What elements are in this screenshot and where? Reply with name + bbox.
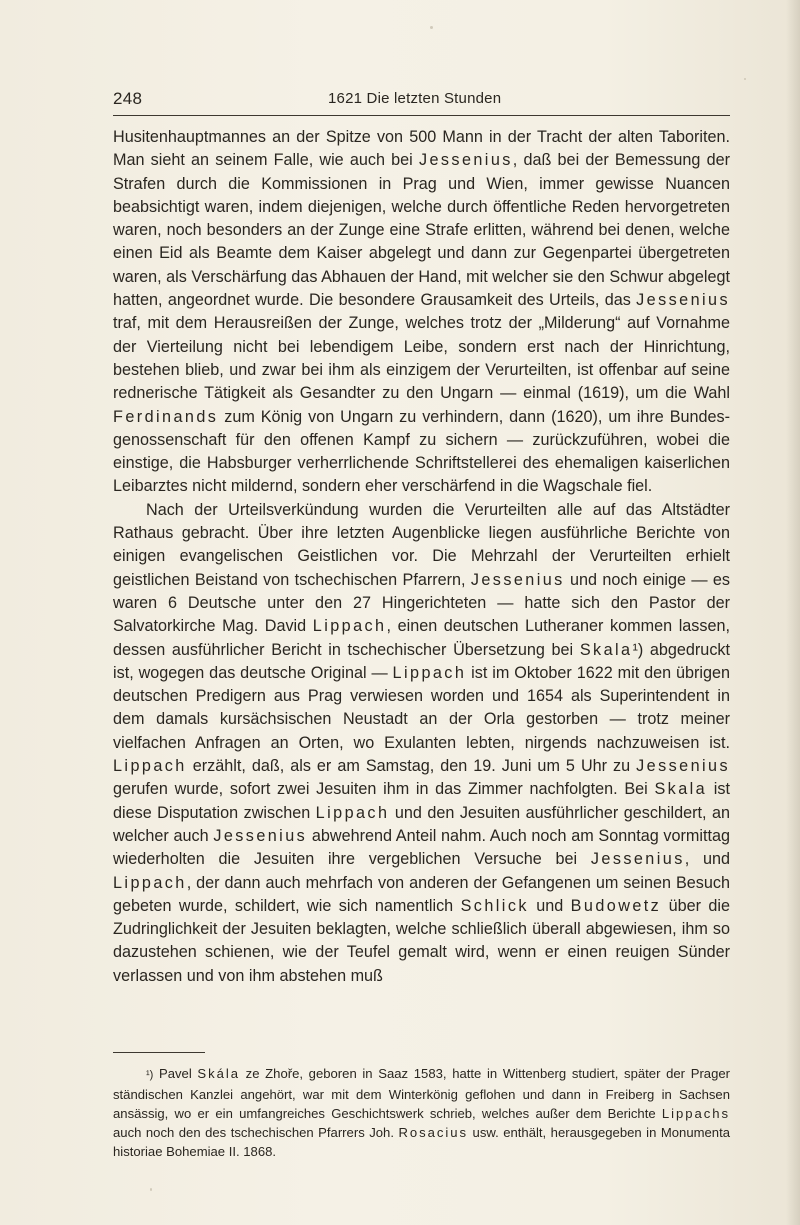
text-run: erzählt, daß, als er am Samstag, den 19. Juni um 5 Uhr zu	[186, 757, 637, 776]
text-run: ze Zhoře, geboren in Saaz 1583, hatte in Wittenberg studiert, später der Prager ständischen Kanzlei angehört, war mit dem Winterkönig geflohen und dann in Freiberg in Sachsen ansässig, wo er ein umfangreiches Geschichtswerk schrieb, welches außer dem Berichte	[113, 1066, 731, 1121]
text-run: Pavel	[153, 1066, 198, 1081]
emphasized-name: Lippach	[392, 663, 467, 682]
emphasized-name: Rosacius	[398, 1125, 469, 1140]
paper-fleck	[744, 78, 746, 80]
emphasized-name: Ferdinands	[113, 407, 219, 426]
main-text	[113, 126, 730, 988]
text-run: abwehrend Anteil nahm. Auch noch am Sonntag vormittag wiederholten die Jesuiten ihre vergeblichen Versuche bei	[113, 826, 730, 869]
emphasized-name: Schlick	[460, 896, 529, 915]
emphasized-name: Budowetz	[570, 896, 662, 915]
emphasized-name: Lippach	[113, 873, 187, 892]
text-run: und den Jesuiten ausführlicher geschildert, an welcher auch	[113, 803, 730, 845]
text-run: , der dann auch mehrfach von anderen der Gefangenen um seinen Besuch gebeten wurde, schildert, wie sich namentlich	[113, 873, 730, 915]
page-number: 248	[113, 89, 143, 108]
text-run: , daß bei der Bemessung der Strafen durch die Kommissionen in Prag und Wien, immer gewisse Nuancen beabsichtigt waren, indem diejenigen, welche durch öffentliche Reden hervorgetreten waren, noch besonders an der Zunge eine Strafe erlitten, während bei denen, welche einen Eid als Beamte dem Kaiser abgelegt und dann zur Gegenpartei übergetreten waren, als Verschärfung das Abhauen der Hand, mit welcher sie den Schwur abgelegt hatten, angeordnet wurde. Die besondere Grausamkeit des Urteils, das	[113, 151, 730, 310]
text-run: auch noch den des tschechischen Pfarrers Joh.	[113, 1125, 399, 1140]
paper-fleck	[430, 26, 433, 29]
emphasized-name: Jessenius	[418, 151, 513, 170]
footnote-marker: ¹)	[146, 1069, 154, 1081]
text-run: zum König von Ungarn zu verhindern, dann (1620), um ihre Bundesgenossenschaft für den offenen Kampf zu sichern — zurückzuführen, wobei die einstige, die Habsburger verherrlichende Schriftstellerei des ehemaligen kaiserlichen Leibarztes nicht mildernd, sondern eher verschärfend in die Wagschale fiel.	[113, 407, 730, 496]
emphasized-name: Lippach	[315, 803, 390, 822]
emphasized-name: Skala	[579, 640, 633, 659]
paragraph	[113, 126, 730, 499]
text-run: , und	[684, 850, 730, 869]
emphasized-name: Jessenius	[470, 570, 565, 589]
paragraph	[113, 499, 730, 988]
emphasized-name: Lippachs	[661, 1106, 730, 1121]
footnote-text	[113, 1064, 730, 1161]
emphasized-name: Lippach	[113, 757, 187, 776]
emphasized-name: Jessenius	[636, 291, 730, 310]
emphasized-name: Skala	[654, 780, 708, 799]
footnote	[113, 1064, 730, 1161]
text-run: Nach der Urteilsverkündung wurden die Verurteilten alle auf das Altstädter Rathaus gebracht. Über ihre letzten Augenblicke liegen ausführliche Berichte von einigen evangelischen Geistlichen vor. Die Mehrzahl der Verurteilten erhielt geistlichen Beistand von tschechischen Pfarrern,	[113, 500, 730, 589]
text-run: ist im Oktober 1622 mit den übrigen deutschen Predigern aus Prag verwiesen worden und 1654 als Superintendent in dem damals kursächsischen Neustadt an der Orla gestorben — trotz meiner vielfachen Anfragen an Orten, wo Exulanten lebten, nirgends nachzuweisen ist.	[113, 663, 730, 752]
paper-fleck	[150, 1188, 152, 1191]
emphasized-name: Jessenius	[213, 826, 308, 845]
emphasized-name: Skála	[197, 1066, 241, 1081]
running-title: 1621 Die letzten Stunden	[328, 90, 502, 107]
text-run: gerufen wurde, sofort zwei Jesuiten ihm in das Zimmer nachfolgten. Bei	[113, 780, 655, 799]
text-run: traf, mit dem Herausreißen der Zunge, welches trotz der „Milderung“ auf Vornahme der Vierteilung nicht bei lebendigem Leibe, sondern erst nach der Hinrichtung, bestehen blieb, und zwar bei ihm als einzigem der Verurteilten, ist offenbar auf seine rednerische Tätigkeit als Gesandter zu den Ungarn — einmal (1619), um die Wahl	[113, 314, 730, 403]
text-run: ¹) abgedruckt ist, wogegen das deutsche Original —	[113, 640, 730, 682]
emphasized-name: Jessenius	[636, 757, 730, 776]
text-run: über die Zudringlichkeit der Jesuiten beklagten, welche schließlich überall abgewiesen, ihm so dazustehen schienen, wie der Teufel gemalt wird, wenn er einen reuigen Sünder verlassen und von ihm abstehen muß	[113, 896, 730, 985]
text-run: ist diese Disputation zwischen	[113, 780, 730, 822]
page-edge-shadow	[786, 0, 800, 1225]
emphasized-name: Lippach	[312, 617, 387, 636]
text-run: , einen deutschen Lutheraner kommen lassen, dessen ausführlicher Bericht in tschechischer Übersetzung bei	[113, 617, 730, 659]
text-run: und noch einige — es waren 6 Deutsche unter den 27 Hingerichteten — hatte sich den Pastor der Salvatorkirche Mag. David	[113, 570, 730, 636]
page-header	[113, 89, 730, 116]
text-run: und	[528, 896, 571, 915]
emphasized-name: Jessenius	[590, 850, 685, 869]
text-run: Husitenhauptmannes an der Spitze von 500 Mann in der Tracht der alten Taboriten. Man sieht an seinem Falle, wie auch bei	[113, 128, 730, 170]
footnote-divider	[113, 1052, 205, 1053]
text-run: usw. enthält, herausgegeben in Monumenta historiae Bohemiae II. 1868.	[113, 1125, 730, 1159]
